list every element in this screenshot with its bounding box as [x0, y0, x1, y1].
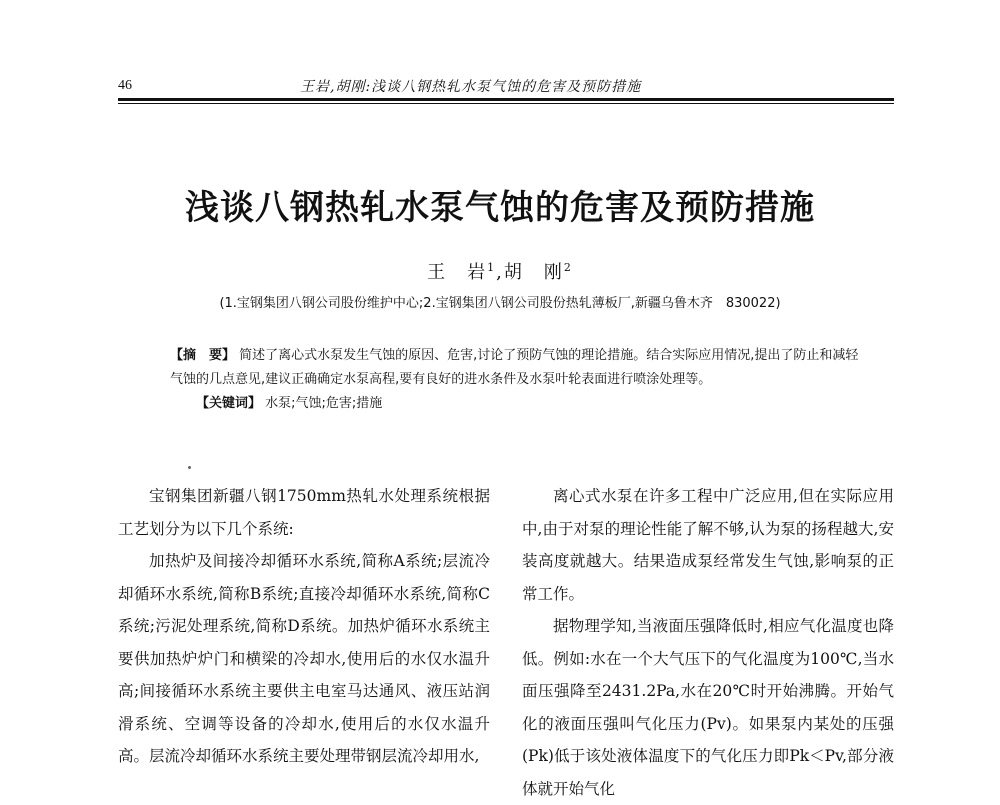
body-column-right	[522, 480, 894, 805]
author-1-affil: 1	[487, 261, 497, 274]
author-2: 胡 刚	[503, 262, 564, 283]
abstract-text: 简述了离心式水泵发生气蚀的原因、危害,讨论了预防气蚀的理论措施。结合实际应用情况,提出了防止和减轻气蚀的几点意见,建议正确确定水泵高程,要有良好的进水条件及水泵叶轮表面进行喷涂处理等。	[170, 348, 859, 387]
abstract-label: 【摘 要】	[170, 348, 236, 363]
keywords	[170, 392, 860, 416]
paragraph: 宝钢集团新疆八钢1750mm热轧水处理系统根据工艺划分为以下几个系统:	[118, 487, 490, 538]
author-1: 王 岩	[427, 262, 488, 283]
running-header	[118, 76, 894, 98]
affiliation: (1.宝钢集团八钢公司股份维护中心;2.宝钢集团八钢公司股份热轧薄板厂,新疆乌鲁木齐 830022)	[219, 296, 781, 311]
header-rule-thin	[118, 103, 894, 104]
abstract	[170, 344, 860, 392]
paragraph: 加热炉及间接冷却循环水系统,简称A系统;层流冷却循环水系统,简称B系统;直接冷却循环水系统,简称C系统;污泥处理系统,简称D系统。加热炉循环水系统主要供加热炉炉门和横梁的冷却水,使用后的水仅水温升高;间接循环水系统主要供主电室马达通风、液压站润滑系统、空调等设备的冷却水,使用后的水仅水温升高。层流冷却循环水系统主要处理带钢层流冷却用水,	[118, 552, 490, 765]
scan-speck	[188, 466, 191, 469]
article-title: 浅谈八钢热轧水泵气蚀的危害及预防措施	[185, 188, 815, 228]
page-number: 46	[118, 78, 132, 93]
header-rule-thick	[118, 98, 894, 101]
keywords-text: 水泵;气蚀;危害;措施	[265, 396, 383, 411]
body-column-left	[118, 480, 490, 773]
authors	[0, 258, 1000, 284]
paragraph: 据物理学知,当液面压强降低时,相应气化温度也降低。例如:水在一个大气压下的气化温度为100℃,当水面压强降至2431.2Pa,水在20℃时开始沸腾。开始气化的液面压强叫气化压力(Pv)。如果泵内某处的压强(Pk)低于该处液体温度下的气化压力即Pk＜Pv,部分液体就开始气化	[522, 617, 894, 798]
keywords-label: 【关键词】	[196, 396, 262, 411]
author-2-affil: 2	[563, 261, 573, 274]
running-title: 王岩,胡刚:浅谈八钢热轧水泵气蚀的危害及预防措施	[300, 79, 642, 95]
author-separator: ,	[496, 262, 504, 283]
abstract-block	[170, 344, 860, 416]
paragraph: 离心式水泵在许多工程中广泛应用,但在实际应用中,由于对泵的理论性能了解不够,认为泵的扬程越大,安装高度就越大。结果造成泵经常发生气蚀,影响泵的正常工作。	[522, 487, 894, 603]
